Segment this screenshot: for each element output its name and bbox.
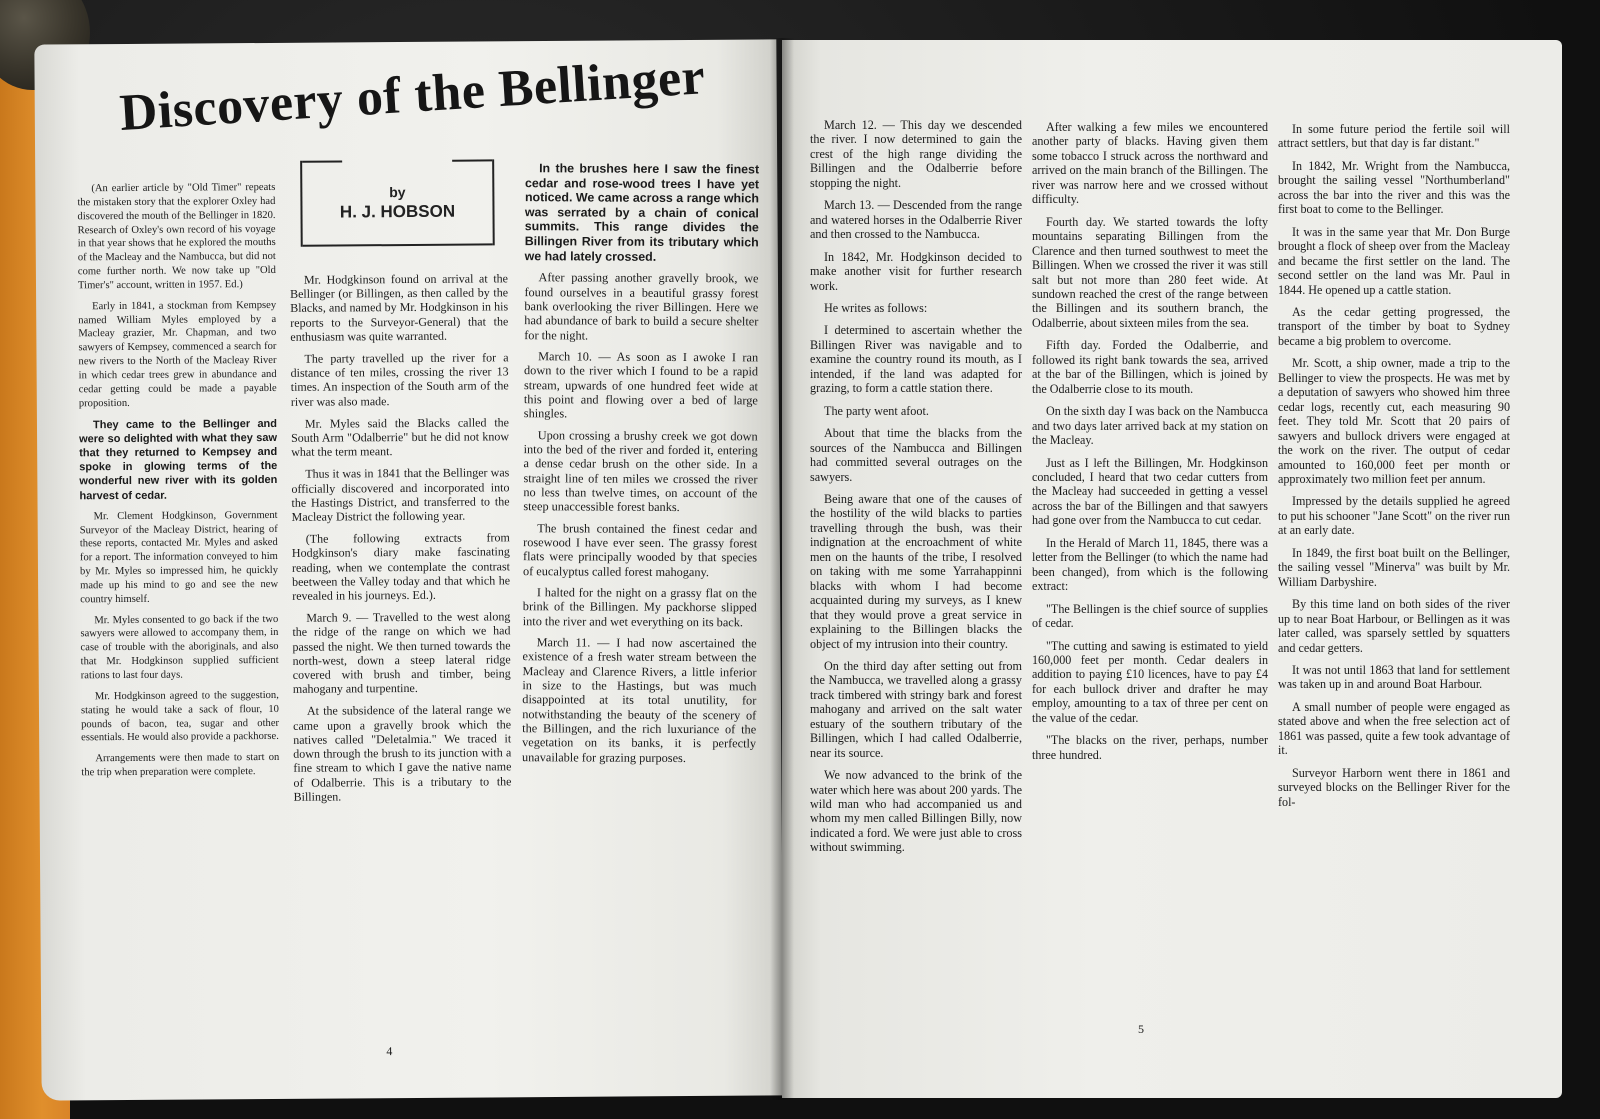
paragraph: In 1849, the first boat built on the Bellinger, the sailing vessel "Minerva" was built by Mr. William Darbyshire. — [1278, 545, 1510, 589]
paragraph: It was in the same year that Mr. Don Burge brought a flock of sheep over from the Macleay and became the first settler on the land. The second settler on the land was Mr. Paul in 1844. He opened up a cattle station. — [1278, 224, 1510, 297]
byline-author: H. J. HOBSON — [339, 201, 456, 222]
paragraph: March 9. — Travelled to the west along the ridge of the range on which we had passed the night. We then turned towards the north-west, down a steep lateral ridge covered with brush and timber, being mahogany and turpentine. — [292, 609, 511, 697]
paragraph: In 1842, Mr. Wright from the Nambucca, brought the sailing vessel "Northumberland" across the bar into the river and this was the first boat to come to the Bellinger. — [1278, 158, 1510, 217]
byline-box — [300, 159, 495, 246]
paragraph: After passing another gravelly brook, we found ourselves in a beautiful grassy forest bank overlooking the river Billingen. Here we had abundance of bark to build a secure shelter for the night. — [524, 270, 759, 343]
paragraph: Early in 1841, a stockman from Kempsey named William Myles employed by a Macleay grazier, Mr. Chapman, and two sawyers of Kempsey, commenced a search for new rivers to the North of the Macleay River in which cedar trees grew in abundance and cedar getting could be made a payable proposition. — [78, 299, 277, 409]
paragraph: Surveyor Harborn went there in 1861 and surveyed blocks on the Bellinger River for the fol- — [1278, 765, 1510, 809]
article-title: Discovery of the Bellinger — [118, 48, 707, 142]
book-gutter — [770, 38, 794, 1100]
paragraph: "The cutting and sawing is estimated to yield 160,000 feet per month. Cedar dealers in addition to paying £10 licences, have to pay £4 for each bullock driver and drafter he may employ, amounting to a tax of three per cent on the value of the cedar. — [1032, 638, 1268, 725]
paragraph: On the third day after setting out from the Nambucca, we travelled along a grassy track timbered with stringy bark and forest mahogany and arrived on the salt water estuary of the southern tributary of the Billingen, which I had called Odalberrie, near its source. — [810, 658, 1022, 760]
paragraph: About that time the blacks from the sources of the Nambucca and Billingen had committed several outrages on the sawyers. — [810, 426, 1022, 484]
right-column-3 — [1278, 122, 1510, 817]
paragraph: As the cedar getting progressed, the transport of the timber by boat to Sydney became a big problem to overcome. — [1278, 304, 1510, 348]
paragraph-bold: In the brushes here I saw the finest cedar and rose-wood trees I have yet noticed. We came across a range which was serrated by a chain of conical summits. This range divides the Billingen River from its tributary which we had lately crossed. — [524, 161, 760, 264]
paragraph: Fifth day. Forded the Odalberrie, and followed its right bank towards the sea, arrived at the bar of the Billingen, which is joined by the Odalberrie close to its mouth. — [1032, 338, 1268, 396]
paragraph: In the Herald of March 11, 1845, there was a letter from the Bellinger (to which the name had been changed), from which is the following extract: — [1032, 535, 1268, 594]
paragraph: Upon crossing a brushy creek we got down into the bed of the river and forded it, entering a dense cedar brush on the other side. In a straight line of ten miles we crossed the river no less than twelve times, on account of the steep unaccessible forest banks. — [523, 427, 758, 515]
paragraph: In some future period the fertile soil will attract settlers, but that day is far distant." — [1278, 122, 1510, 151]
paragraph: A small number of people were engaged as stated above and when the free selection act of 1861 was passed, quite a few took advantage of it. — [1278, 699, 1510, 758]
right-column-1 — [810, 118, 1022, 863]
paragraph: Mr. Scott, a ship owner, made a trip to the Bellinger to view the prospects. He was met by a deputation of sawyers who showed him three cedar logs, recently cut, each measuring 90 feet. They told Mr. Scott that 20 pairs of sawyers and bullock drivers were engaged at the work on the river. The output of cedar amounted to 160,000 feet per month or approximately two million feet per annum. — [1278, 356, 1510, 486]
left-column-3 — [522, 161, 759, 772]
byline-prefix: by — [389, 184, 406, 201]
paragraph: (An earlier article by "Old Timer" repeats the mistaken story that the explorer Oxley had discovered the mouth of the Bellinger in 1820. Research of Oxley's own record of his voyage in that year shows that he explored the mouths of the Macleay and the Nambucca, but did not come further north. We now take up "Old Timer's" account, written in 1957. Ed.) — [77, 181, 276, 292]
paragraph: The party went afoot. — [824, 403, 929, 418]
right-column-2 — [1032, 120, 1268, 770]
paragraph: Just as I left the Billingen, Mr. Hodgkinson concluded, I heard that two cedar cutters from the Macleay had succeeded in getting a vessel across the bar of the Billingen and that sawyers had gone over from the Nambucca to cut cedar. — [1032, 455, 1268, 528]
paragraph: (The following extracts from Hodgkinson's diary make fascinating reading, when we contemplate the contrast beetween the Valley today and that which he revealed in his journeys. Ed.). — [291, 530, 511, 603]
paragraph: He writes as follows: — [824, 300, 928, 315]
paragraph: Arrangements were then made to start on the trip when preparation were complete. — [81, 752, 280, 779]
paragraph: Impressed by the details supplied he agreed to put his schooner "Jane Scott" on the river run at an early date. — [1278, 494, 1510, 538]
paragraph: Mr. Myles consented to go back if the two sawyers were allowed to accompany them, in case of trouble with the aboriginals, and also that Mr. Hodgkinson supplied sufficient rations to last four days. — [80, 613, 279, 682]
paragraph: By this time land on both sides of the river up to near Boat Harbour, or Bellingen as it was later called, was sparsely settled by squatters and cedar getters. — [1278, 597, 1510, 655]
paragraph: We now advanced to the brink of the water which here was about 200 yards. The wild man who had accompanied us and whom my men called Billingen Billy, now indicated a ford. We were just able to cross without swimming. — [810, 768, 1022, 855]
paragraph: March 10. — As soon as I awoke I ran down to the river which I found to be a rapid stream, upwards of one hundred feet wide at this point and flowing over a bed of large shingles. — [523, 349, 759, 421]
left-page — [34, 39, 783, 1100]
paragraph: I halted for the night on a grassy flat on the brink of the Billingen. My packhorse slipped into the river and wet everything on its back. — [522, 585, 757, 630]
paragraph: The party travelled up the river for a distance of ten miles, crossing the river 13 times. An inspection of the South arm of the river was also made. — [290, 350, 509, 409]
paragraph: March 13. — Descended from the range and watered horses in the Odalberrie River and then crossed to the Nambucca. — [810, 198, 1022, 242]
paragraph: On the sixth day I was back on the Nambucca and two days later arrived back at my station on the Macleay. — [1032, 404, 1268, 448]
paragraph: In 1842, Mr. Hodgkinson decided to make another visit for further research work. — [810, 249, 1022, 293]
paragraph: Being aware that one of the causes of the hostility of the wild blacks to parties travelling through the bush, was their indignation at the encroachment of white men on the haunts of the tribe, I resolved on taking with me some Yarrahappinni blacks with whom I had become acquainted during my surveys, as I knew that they would prove a great service in explaining to the Billingen blacks the object of my intrusion into their country. — [810, 491, 1022, 651]
left-column-2 — [290, 271, 512, 811]
paragraph: After walking a few miles we encountered another party of blacks. Having given them some tobacco I struck across the northward and arrived on the main branch of the Billingen. The river was narrow here and we crossed without difficulty. — [1032, 120, 1268, 207]
paragraph: "The blacks on the river, perhaps, number three hundred. — [1032, 733, 1268, 762]
paragraph-bold: They came to the Bellinger and were so delighted with what they saw that they returned to Kempsey and spoke in glowing terms of the wonderful new river with its golden harvest of cedar. — [79, 417, 278, 502]
paragraph: The brush contained the finest cedar and rosewood I have ever seen. The grassy forest flats were principally wooded by that species of eucalyptus called forest mahogany. — [522, 520, 758, 579]
paragraph: At the subsidence of the lateral range we came upon a gravelly brook which the natives called "Deletalmia." We traced it down through the brush to its junction with a fine stream to which I gave the native name of Odalberrie. This is a tributary to the Billingen. — [293, 702, 512, 804]
page-number-right: 5 — [1138, 1022, 1144, 1036]
paragraph: March 11. — I had now ascertained the existence of a fresh water stream between the Macleay and Clarence Rivers, a little inferior in size to the Hastings, but was much disappointed at its total unutility, for notwithstanding the beauty of the scenery of the Billingen, and the rich luxuriance of the vegetation on its banks, it is perfectly unavailable for grazing purposes. — [521, 635, 757, 765]
paragraph: Thus it was in 1841 that the Bellinger was officially discovered and incorporated into the Hastings District, and transferred to the Macleay District the following year. — [291, 465, 510, 524]
page-number-left: 4 — [386, 1044, 393, 1059]
right-page — [782, 40, 1562, 1098]
paragraph: Mr. Hodgkinson found on arrival at the Bellinger (or Billingen, as then called by the Blacks, and named by Mr. Hodgkinson in his reports to the Surveyor-General) that the enthusiasm was quite warranted. — [290, 271, 509, 344]
left-column-1 — [77, 181, 279, 787]
paragraph: I determined to ascertain whether the Billingen River was navigable and to examine the country round its mouth, as I intended, if the land was adapted for grazing, to form a cattle station there. — [810, 323, 1022, 396]
paragraph: Mr. Clement Hodgkinson, Government Surveyor of the Macleay District, hearing of these reports, contacted Mr. Myles and asked for a report. The information conveyed to him by Mr. Myles so impressed him, he quickly made up his mind to go and see the new country himself. — [79, 509, 279, 606]
paragraph: Mr. Hodgkinson agreed to the suggestion, stating he would take a sack of flour, 10 pounds of bacon, tea, sugar and other essentials. He would also provide a packhorse. — [80, 689, 280, 744]
paragraph: Mr. Myles said the Blacks called the South Arm "Odalberrie" but he did not know what the term meant. — [291, 415, 510, 460]
paragraph: Fourth day. We started towards the lofty mountains separating Billingen from the Clarence and then turned southwest to meet the Billingen. When we crossed the river it was still salt but not more than 280 feet wide. At sundown reached the crest of the range between the Billingen and its southern branch, the Odalberrie, about sixteen miles from the sea. — [1032, 214, 1268, 330]
paragraph: It was not until 1863 that land for settlement was taken up in and around Boat Harbour. — [1278, 662, 1510, 692]
paragraph: March 12. — This day we descended the river. I now determined to gain the crest of the high range dividing the Billingen and the Odalberrie before stopping the night. — [810, 118, 1022, 190]
paragraph: "The Bellingen is the chief source of supplies of cedar. — [1032, 601, 1268, 631]
